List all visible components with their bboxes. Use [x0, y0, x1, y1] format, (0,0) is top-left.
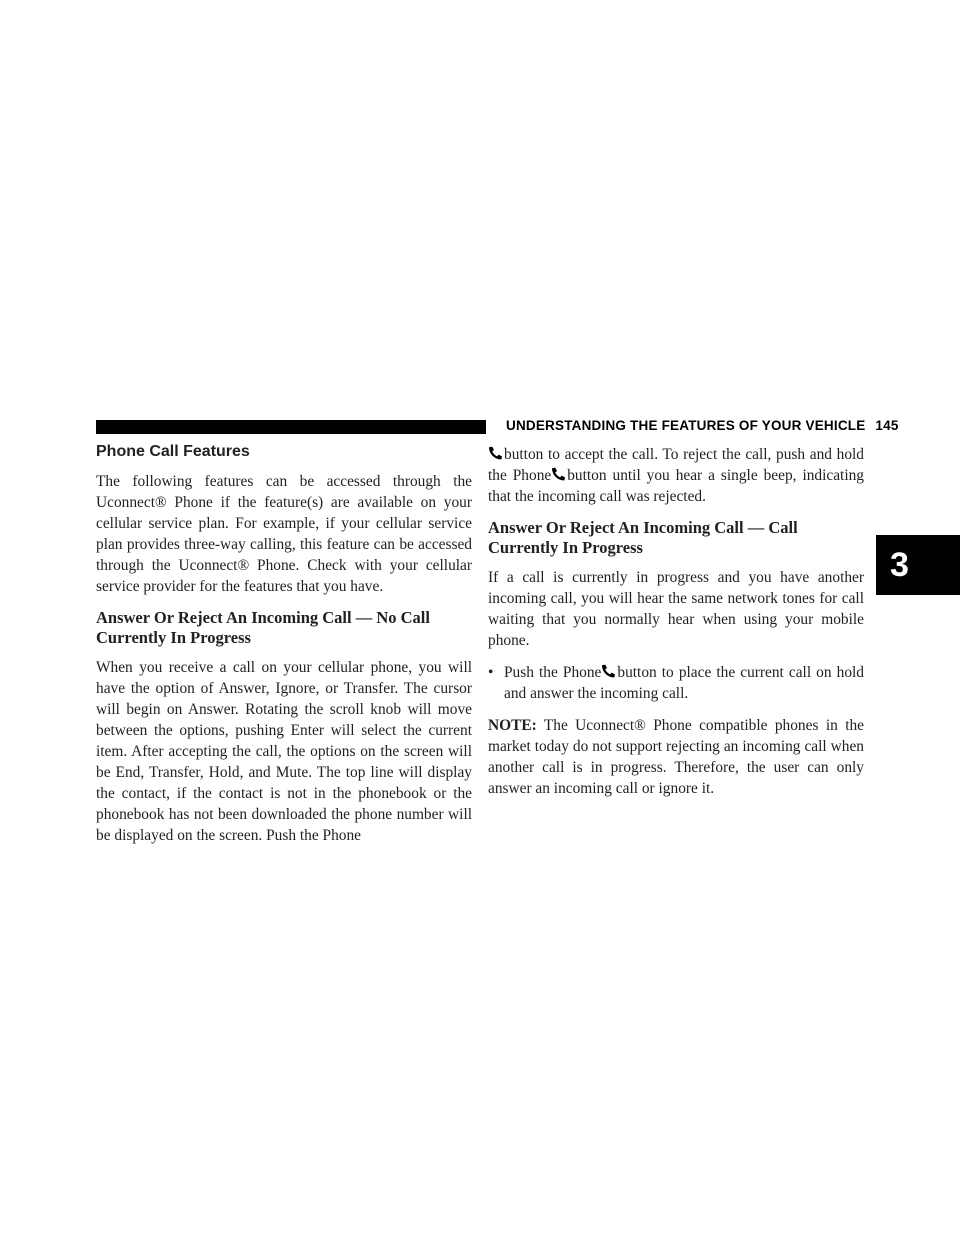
subheading-no-call: Answer Or Reject An Incoming Call — No Call Currently In Progress [96, 608, 430, 647]
header-rule [96, 420, 486, 434]
chapter-tab [876, 535, 960, 595]
list-item [488, 662, 864, 704]
phone-handset-icon [488, 446, 504, 460]
paragraph-no-call: When you receive a call on your cellular phone, you will have the option of Answer, Ignore, or Transfer. The cursor will begin on Answer. Rotating the scroll knob will move between the options, pushing Enter will select the current item. After accepting the call, the options on the screen will be End, Transfer, Hold, and Mute. The top line will display the contact, if the contact is not in the phonebook or the phonebook has not been downloaded the phone number will be displayed on the screen. Push the Phone [96, 659, 472, 844]
running-header [506, 418, 899, 433]
right-column [488, 440, 864, 810]
paragraph-call-in-progress: If a call is currently in progress and you have another incoming call, you will hear the same network tones for call waiting that you normally hear when using your mobile phone. [488, 569, 864, 649]
bullet-text [504, 662, 864, 704]
continuation-text-b: button until you hear a single beep, indicating that the incoming call was rejected. [488, 467, 864, 505]
bullet-symbol: • [488, 664, 494, 681]
phone-handset-icon [551, 467, 567, 481]
continuation-paragraph [488, 444, 864, 507]
continuation-text-a: button to accept the call. To reject the call, push and hold the Phone [488, 446, 864, 484]
note-text: The Uconnect® Phone compatible phones in the market today do not support rejecting an incoming call when another call is in progress. Therefore, the user can only answer an incoming call or ignore it. [488, 717, 864, 797]
phone-handset-icon [601, 664, 617, 678]
header-title: UNDERSTANDING THE FEATURES OF YOUR VEHICLE [506, 418, 866, 433]
bullet-text-a: Push the Phone [504, 664, 602, 681]
note-paragraph [488, 715, 864, 799]
subheading-call-in-progress: Answer Or Reject An Incoming Call — Call Currently In Progress [488, 518, 798, 557]
note-label: NOTE: [488, 717, 537, 734]
bullet-text-b: button to place the current call on hold and answer the incoming call. [504, 664, 864, 702]
chapter-number: 3 [890, 545, 909, 584]
intro-paragraph: The following features can be accessed through the Uconnect® Phone if the feature(s) are available on your cellular service plan. For example, if your cellular service plan provides three-way calling, this feature can be accessed through the Uconnect® Phone. Check with your cellular service provider for the features that you have. [96, 473, 472, 595]
section-title: Phone Call Features [96, 443, 250, 460]
page-number: 145 [875, 418, 899, 433]
left-column [96, 440, 472, 857]
